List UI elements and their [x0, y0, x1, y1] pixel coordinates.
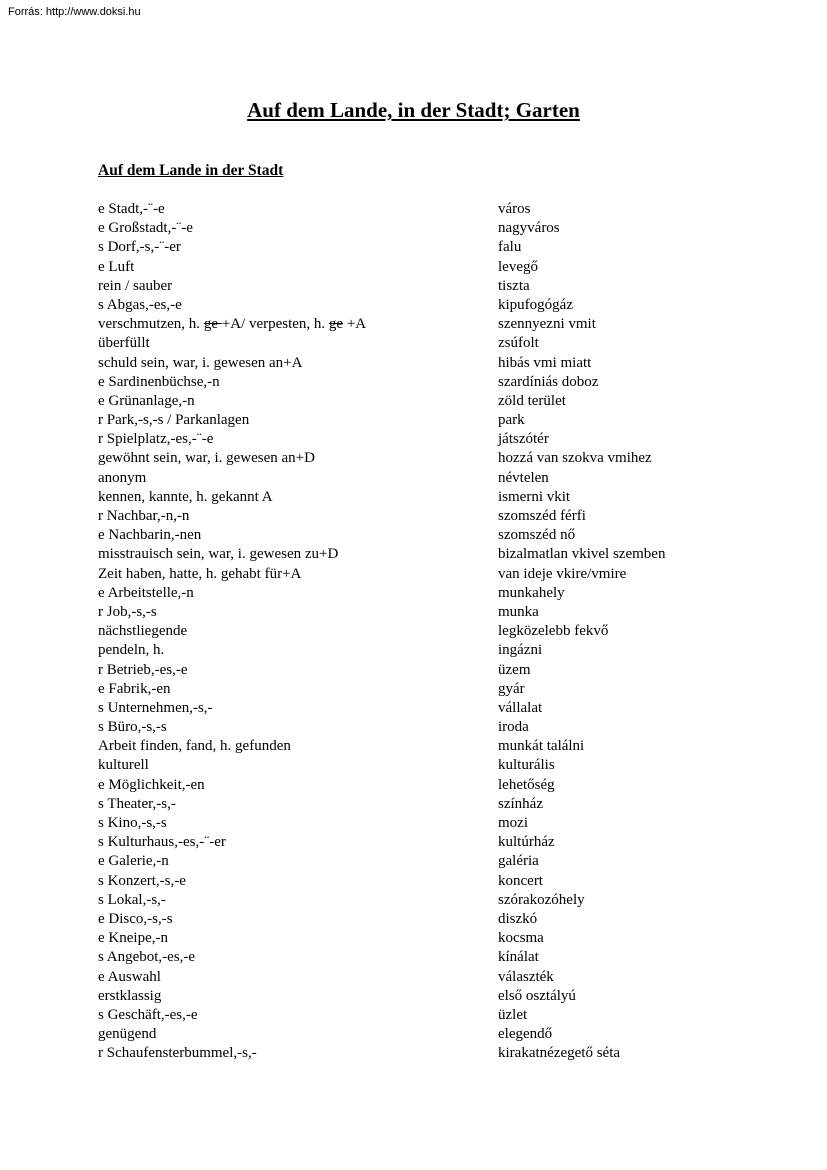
vocab-row: [98, 258, 738, 277]
vocab-hungarian: park: [498, 412, 525, 429]
vocab-hungarian: zsúfolt: [498, 335, 539, 352]
vocab-hungarian: iroda: [498, 719, 529, 736]
vocab-hungarian: hozzá van szokva vmihez: [498, 450, 652, 467]
vocab-german: s Kino,-s,-s: [98, 815, 167, 831]
vocab-german: e Galerie,-n: [98, 853, 169, 870]
vocab-hungarian: szardíniás doboz: [498, 373, 599, 390]
vocab-hungarian: munkahely: [498, 584, 565, 601]
vocab-row: [98, 488, 738, 507]
vocab-row: [98, 545, 738, 564]
vocab-german: Zeit haben, hatte, h. gehabt für+A: [98, 565, 302, 582]
vocab-row: [98, 795, 738, 814]
vocab-hungarian: munkát találni: [498, 738, 585, 755]
vocab-hungarian: kultúrház: [498, 834, 555, 851]
vocab-german: e Stadt,-¨-e: [98, 201, 165, 217]
vocab-german: e Arbeitstelle,-n: [98, 584, 194, 601]
vocab-german: [98, 315, 366, 334]
vocab-row: [98, 776, 738, 795]
vocab-german: s Geschäft,-es,-e: [98, 1006, 198, 1023]
vocab-row: [98, 507, 738, 526]
vocab-row: [98, 200, 738, 219]
vocab-row: [98, 603, 738, 622]
vocab-german: r Park,-s,-s / Parkanlagen: [98, 412, 250, 429]
vocab-row: [98, 354, 738, 373]
vocabulary-list: [98, 200, 738, 1063]
vocab-row: [98, 910, 738, 929]
vocab-hungarian: szomszéd férfi: [498, 508, 586, 524]
vocab-row: [98, 852, 738, 871]
vocab-hungarian: színház: [498, 795, 543, 812]
vocab-hungarian: hibás vmi miatt: [498, 354, 592, 371]
vocab-german: r Betrieb,-es,-e: [98, 661, 188, 678]
vocab-hungarian: kulturális: [498, 757, 555, 774]
vocab-row: [98, 891, 738, 910]
vocab-hungarian: kirakatnézegető séta: [498, 1045, 621, 1062]
vocab-german: rein / sauber: [98, 277, 173, 294]
vocab-row: [98, 373, 738, 392]
vocab-row: [98, 737, 738, 756]
vocab-hungarian: ingázni: [498, 642, 543, 659]
vocab-german: pendeln, h.: [98, 642, 165, 659]
vocab-german: erstklassig: [98, 987, 162, 1004]
vocab-german: kennen, kannte, h. gekannt A: [98, 488, 273, 505]
vocab-row: [98, 1044, 738, 1063]
vocab-german: e Großstadt,-¨-e: [98, 220, 193, 237]
vocab-hungarian: lehetőség: [498, 776, 555, 793]
vocab-row: [98, 872, 738, 891]
vocab-hungarian: választék: [498, 968, 554, 985]
vocab-german: e Auswahl: [98, 968, 161, 985]
vocab-row: [98, 641, 738, 660]
source-line: Forrás: http://www.doksi.hu: [8, 6, 141, 18]
vocab-row: [98, 661, 738, 680]
vocab-german: s Unternehmen,-s,-: [98, 699, 213, 716]
section-heading: Auf dem Lande in der Stadt: [98, 162, 284, 179]
struck-text: ge: [328, 316, 344, 333]
vocab-row: [98, 1025, 738, 1044]
vocab-hungarian: mozi: [498, 815, 528, 831]
vocab-german: anonym: [98, 469, 147, 486]
vocab-german: gewöhnt sein, war, i. gewesen an+D: [98, 450, 315, 467]
vocab-german-part: +A: [343, 316, 367, 333]
vocab-row: [98, 565, 738, 584]
vocab-hungarian: gyár: [498, 680, 525, 697]
vocab-row: [98, 334, 738, 353]
vocab-german: r Spielplatz,-es,-¨-e: [98, 431, 214, 448]
vocab-row: [98, 680, 738, 699]
vocab-row: [98, 833, 738, 852]
vocab-row: [98, 219, 738, 238]
vocab-german: kulturell: [98, 757, 149, 774]
vocab-row: [98, 277, 738, 296]
vocab-row: [98, 756, 738, 775]
vocab-german: s Dorf,-s,-¨-er: [98, 239, 181, 256]
vocab-row: [98, 584, 738, 603]
vocab-german: Arbeit finden, fand, h. gefunden: [98, 738, 291, 755]
vocab-german: s Abgas,-es,-e: [98, 296, 182, 313]
vocab-german: r Nachbar,-n,-n: [98, 508, 190, 524]
vocab-german: e Disco,-s,-s: [98, 910, 173, 927]
vocab-row: [98, 411, 738, 430]
vocab-hungarian: játszótér: [498, 431, 549, 448]
vocab-row: [98, 987, 738, 1006]
vocab-row: [98, 929, 738, 948]
vocab-german: e Möglichkeit,-en: [98, 776, 205, 793]
vocab-german: e Kneipe,-n: [98, 930, 168, 947]
vocab-hungarian: kínálat: [498, 949, 539, 966]
vocab-german-part: +A/ verpesten, h.: [221, 316, 329, 333]
vocab-hungarian: galéria: [498, 853, 539, 870]
vocab-row: [98, 449, 738, 468]
vocab-german: s Kulturhaus,-es,-¨-er: [98, 834, 226, 851]
vocab-hungarian: szomszéd nő: [498, 527, 576, 544]
vocab-row: [98, 699, 738, 718]
vocab-row: [98, 469, 738, 488]
vocab-german: r Job,-s,-s: [98, 603, 157, 620]
vocab-row: [98, 968, 738, 987]
vocab-hungarian: bizalmatlan vkivel szemben: [498, 546, 666, 563]
vocab-german: nächstliegende: [98, 623, 188, 640]
vocab-german: überfüllt: [98, 335, 150, 352]
vocab-german-part: verschmutzen, h.: [98, 316, 204, 333]
vocab-hungarian: munka: [498, 603, 539, 620]
vocab-hungarian: tiszta: [498, 277, 530, 294]
vocab-hungarian: vállalat: [498, 699, 543, 716]
vocab-hungarian: nagyváros: [498, 220, 560, 237]
vocab-german: r Schaufensterbummel,-s,-: [98, 1045, 257, 1062]
struck-text: ge: [203, 316, 222, 333]
vocab-hungarian: zöld terület: [498, 392, 566, 409]
vocab-hungarian: elegendő: [498, 1026, 553, 1043]
vocab-german: s Lokal,-s,-: [98, 891, 166, 908]
vocab-german: e Nachbarin,-nen: [98, 527, 202, 544]
vocab-hungarian: diszkó: [498, 910, 538, 927]
vocab-row: [98, 1006, 738, 1025]
vocab-german: s Büro,-s,-s: [98, 719, 167, 736]
vocab-hungarian: szórakozóhely: [498, 891, 585, 908]
vocab-hungarian: szennyezni vmit: [498, 316, 596, 333]
vocab-german: genügend: [98, 1026, 157, 1043]
vocab-hungarian: ismerni vkit: [498, 488, 571, 505]
vocab-german: e Fabrik,-en: [98, 680, 171, 697]
vocab-hungarian: üzem: [498, 661, 531, 678]
vocab-hungarian: névtelen: [498, 469, 549, 486]
vocab-german: s Angebot,-es,-e: [98, 949, 196, 966]
vocab-hungarian: kocsma: [498, 930, 544, 947]
vocab-hungarian: első osztályú: [498, 987, 576, 1004]
vocab-hungarian: város: [498, 201, 531, 217]
vocab-row: [98, 392, 738, 411]
vocab-hungarian: van ideje vkire/vmire: [498, 565, 627, 582]
vocab-hungarian: kipufogógáz: [498, 296, 573, 313]
vocab-german: e Luft: [98, 258, 135, 275]
vocab-german: e Grünanlage,-n: [98, 392, 195, 409]
vocab-row: [98, 814, 738, 833]
vocab-row: [98, 526, 738, 545]
vocab-row: [98, 948, 738, 967]
vocab-hungarian: falu: [498, 239, 522, 256]
vocab-row: [98, 315, 738, 334]
vocab-hungarian: legközelebb fekvő: [498, 623, 609, 640]
vocab-row: [98, 296, 738, 315]
vocab-german: s Konzert,-s,-e: [98, 872, 186, 889]
vocab-row: [98, 238, 738, 257]
vocab-row: [98, 718, 738, 737]
vocab-row: [98, 430, 738, 449]
vocab-hungarian: koncert: [498, 872, 543, 889]
vocab-german: schuld sein, war, i. gewesen an+A: [98, 354, 303, 371]
vocab-german: misstrauisch sein, war, i. gewesen zu+D: [98, 546, 339, 563]
vocab-german: e Sardinenbüchse,-n: [98, 373, 220, 390]
vocab-hungarian: üzlet: [498, 1006, 528, 1023]
vocab-german: s Theater,-s,-: [98, 795, 176, 812]
vocab-row: [98, 622, 738, 641]
page-title: Auf dem Lande, in der Stadt; Garten: [247, 98, 580, 122]
vocab-hungarian: levegő: [498, 258, 538, 275]
